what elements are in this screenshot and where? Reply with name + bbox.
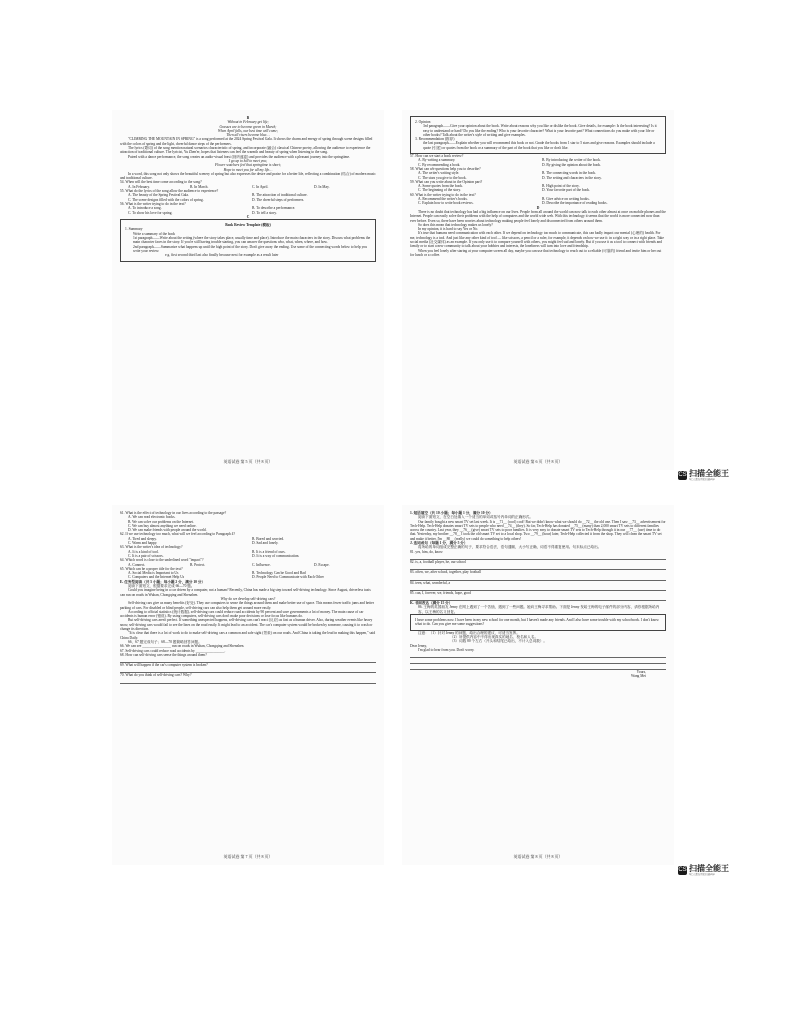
paragraph: It's true that humans need communication with each other. If we depend on technology too much to communicate, this can badly impact our mental (心理的) health. For me, technology is a tool. And just like any other kind of tool — like scissors, a pencil or a ruler, for example, it depends on how we use it: in a right way or in a right place. Take social media (社交媒体) as an example. If you only use it to compare yourself with others, you might feel sad and lonely. But if you use it as a tool to connect with friends and family or to start a new community to talk about your hobbies and interests, the loneliness will turn into love and friendship. <box>410 231 664 249</box>
options-56 <box>120 206 376 215</box>
letter-opening: I'm glad to hear from you. Don't worry. <box>418 647 475 652</box>
question-62: 62. If we use technology too much, what will we feel according to Paragraph 4? <box>120 532 235 537</box>
sentence-81: 81. yes, him, do, know <box>410 549 443 554</box>
summary-subheading: Write a summary of the book <box>133 231 176 236</box>
page-footer: 英语试卷 第 5 页（共 8 页） <box>223 458 273 464</box>
question-70: 70. What do you think of self-driving cars? Why? <box>120 673 192 678</box>
question-69: 69. What will happen if the car's computer system is broken? <box>120 663 208 668</box>
question-55: 55. What do the lyrics of the song allow the audience to experience? <box>120 189 219 194</box>
paragraph: Paired with a dance performance, the song creates an audio-visual feast (视听盛宴) and provides the audience with a pleasant journey into the springtime. <box>128 154 350 159</box>
question-59: 59. What can you write about in the Opinion part? <box>410 179 483 184</box>
template-title: Book Review Template (模板) <box>225 223 271 228</box>
poem-line: Without in February get life; <box>227 120 269 125</box>
writing-requirement: 注意：（1）针对 Jenny 的问题，给出合理的建议，可适当发挥。 <box>418 630 520 635</box>
exam-page-8 <box>402 505 674 865</box>
question-57: 57. How can we start a book review? <box>410 154 464 159</box>
cloze-passage: Our family bought a new smart TV set last week. It is __71__ (cool) cool! But we didn't know what we should do __72__ the old one. Then I saw __73__ advertisement for Tech-Help. Tech-Help donates smart TV sets to people who need __74__ (they). So far, Tech-Help has donated __75__ (many) than 2,000 smart TV sets to different families across the country. Last year, they __76__ (give) smart TV sets to poor families. It is very easy to donate smart TV sets to Tech-Help through it in our __77__ (use) time to do that. Yesterday, my brother __78__ I took the old smart TV set to a local shop. Two __79__ (hour) later, Tech-Help collected it from the shop. They will clean the smart TV set and make it better. I'm __80__ (really) we could do something to help others! <box>410 519 666 541</box>
option: B. Bored and worried. <box>252 536 285 541</box>
scanner-badge <box>678 470 729 481</box>
question-64: 64. Which word is close to the underlined word "impact"? <box>120 558 204 563</box>
option: D. The cheerful steps of performers. <box>252 197 305 202</box>
option: B. It is a friend of ours. <box>252 549 286 554</box>
options-58 <box>410 171 666 180</box>
paragraph: Self-driving cars give us many benefits (好处). They use computers to sense the things around them and make better use of space. This means fewer traffic jams and better parking of cars. For disabled or blind people, self-driving cars can also help them get around more easily. <box>120 601 374 610</box>
question-63: 63. What is the writer's idea of technology? <box>120 545 183 550</box>
section-k-heading: K. 书面表达（满分 15 分） <box>410 601 453 606</box>
sentence-85: 85. can, I, forever, we, friends, hope, good <box>410 590 471 595</box>
page-footer: 英语试卷 第 8 页（共 8 页） <box>513 853 563 859</box>
option: A. Connect. <box>128 562 146 567</box>
option: D. In May. <box>314 184 330 189</box>
option: C. Computers and the Internet Help Us <box>128 575 185 580</box>
options-59 <box>410 184 666 193</box>
option: B. The connecting words in the book. <box>542 171 597 176</box>
poem-line: Then all risers become blue… <box>226 133 270 138</box>
option: A. In February. <box>128 184 150 189</box>
page-footer: 英语试卷 第 7 页（共 8 页） <box>223 853 273 859</box>
options-60 <box>410 197 666 206</box>
option: D. By giving the opinion about the book. <box>542 162 601 167</box>
paragraph: In a word, this song not only shows the beautiful scenery of spring but also expresses the desire and praise for a better life, reflecting a combination (结合) of modern music and traditional culture. <box>120 171 376 181</box>
page-footer: 英语试卷 第 6 页（共 8 页） <box>513 458 563 464</box>
option: C. The stars you give to the book. <box>418 175 467 180</box>
writing-requirement: （2）所提供内容中不得出现真实的地名、校名和人名。 <box>450 634 539 639</box>
question-66: 66. We can see ________________ run on roads in Wuhan, Chongqing and Shenzhen. <box>120 644 245 649</box>
question-61: 61. What is the effect of technology in our lives according to the passage? <box>120 511 227 515</box>
options-63 <box>120 550 376 559</box>
poem-line: Hope to meet you for all my life… <box>223 167 273 172</box>
sentence-84: 84. teen, what, wonderful, a <box>410 580 451 585</box>
first-paragraph-guide: 1st paragraph——Write about the setting (where the story takes place, usually time and place). Introduce the main characters in the story. Discuss what problems the main character faces in the story. If you're still having trouble starting, you can answer the questions who, what, when, where, and how. <box>133 236 371 245</box>
poem-line: Flower watchers feel that springtime is short; <box>215 163 281 168</box>
option: A. Tired and sleepy. <box>128 536 157 541</box>
paragraph: So does this mean that technology makes us lonely? <box>418 222 493 227</box>
paragraph: According to official statistics (统计数据), self-driving cars could reduce road accidents by 90 percent and save governments a lot of money. The main cause of car accidents is human error (错误). By using computers, self-driving cars don't make poor decisions or lose focus like humans do. <box>120 609 364 619</box>
summary-heading: 1. Summary <box>125 227 143 232</box>
letter-signature: Wang Mei <box>631 674 646 679</box>
option: A. The beauty of the Spring Festival Gala. <box>128 193 189 198</box>
exam-page-5 <box>112 110 384 470</box>
option: D. People Need to Communicate with Each Other <box>252 575 324 580</box>
option: D. It is a way of communication. <box>252 553 300 558</box>
paragraph: But self-driving cars aren't perfect. If something unexpected happens, self-driving cars can't react (反应) as fast as a human driver. Also, during weather events like heavy snow, self-driving cars would fail to see the lines on the road easily. It might lead to an accident. The car's computer system would be broken by someone, causing it to crash or change its direction. <box>120 618 373 632</box>
section-k-instructions: 86. 王梅的英国朋友 Jenny 在网上遇到了一个苦恼，遇到了一些问题。她向王梅寻求帮助。下面是 Jenny 发给王梅的电子邮件的部分内容，请你根据所给内容，以王梅的名义回复。 <box>418 605 660 614</box>
option: B. The attraction of traditional culture. <box>252 193 308 198</box>
paragraph: "CLIMBING THE MOUNTAIN IN SPRING" is a song performed at the 2024 Spring Festival Gala. It shows the charm and energy of spring through scene designs filled with the colors of spring and the light, cheerful dance steps of the performers. <box>120 137 373 146</box>
scanner-badge <box>678 865 729 876</box>
option: B. Technology Can be Good and Bad <box>252 571 306 576</box>
option: B. Give advice on writing books. <box>542 197 590 202</box>
options-57 <box>410 158 666 167</box>
option: B. By introducing the writer of the book. <box>542 158 601 163</box>
second-paragraph-guide: 2nd paragraph——Summarize what happens up until the high point of the story. Don't give away the ending. Use some of the connecting words below to help you write your review. <box>133 244 367 253</box>
section-e-instructions: 阅读下面短文，根据要求完成 66—70 题。 <box>128 584 195 589</box>
section-i-heading: 1. 短语填空（共 10 小题；每小题 1 分，满分 10 分） <box>410 511 493 515</box>
badge-subtext: 3亿人都在用的扫描App <box>689 478 715 481</box>
option: C. The beginning of the story. <box>418 188 461 193</box>
options-62 <box>120 537 376 546</box>
sentence-82: 82. is, a, football player, he, our school <box>410 559 466 564</box>
option: A. Some quotes from the book. <box>418 184 464 189</box>
section-c-label: C <box>246 214 250 219</box>
option: D. The setting and characters in the story. <box>542 175 602 180</box>
option: A. Recommend the writer's books. <box>418 197 468 202</box>
section-d-label: D <box>536 205 540 210</box>
paragraph: Could you imagine being in a car driven by a computer, not a human? Recently, China has made a big step toward self-driving technology. Since August, driverless taxis can run on roads in Wuhan, Chongqing and Shenzhen. <box>120 588 371 597</box>
poem-line: Grasses are to become green in March; <box>219 124 277 129</box>
option: D. Describe the importance of reading books. <box>542 201 608 206</box>
section-j-instructions: 将所给的单词组成完整正确的句子，要求符合语法，语句通顺，大小写正确，词语不得重复使用。句末标点已给出。 <box>418 545 602 550</box>
poem-line: I go up to hill to meet you; <box>228 158 268 163</box>
option: D. Sad and lonely. <box>252 541 279 546</box>
question-54: 54. When will the best time come according to the song? <box>120 180 202 185</box>
section-b-label: B <box>246 116 250 120</box>
paragraph: The lyrics (歌词) of the song mention natural scenarios characteristic of spring, and incorporate (融合) classical Chinese poetry, allowing the audience to experience the attraction of traditional culture. The lyricist, Yu Zhen'er, hopes that listeners can feel the warmth and beauty of spring when listening to the song. <box>120 146 371 155</box>
options-55 <box>120 193 376 202</box>
options-61 <box>120 515 376 532</box>
option: A. By writing a summary. <box>418 158 456 163</box>
exam-page-6 <box>402 110 674 470</box>
options-65 <box>120 571 376 580</box>
option: C. Influence. <box>252 562 271 567</box>
book-review-template-box <box>120 219 376 261</box>
poem-line: When April falls, our best time will come; <box>217 128 279 133</box>
badge-subtext: 3亿人都在用的扫描App <box>689 873 715 876</box>
exam-page-7 <box>112 505 384 865</box>
opinion-heading: 2. Opinion <box>415 120 431 124</box>
paragraph: "It is clear that there is a lot of work to do to make self-driving cars a common and safe sight (景象) on our roads. And China is taking the lead in making this happen," said China Daily. <box>120 631 376 640</box>
paragraph: In my opinion, it is hard to say Yes or No. <box>418 227 479 232</box>
question-56: 56. What is the writer trying to do in the text? <box>120 201 186 206</box>
option: D. Escape. <box>314 562 330 567</box>
option: C. In April. <box>252 184 269 189</box>
task-instructions: 66、67 题完成句子；68—70 题简略回答问题。 <box>128 639 202 644</box>
option: B. We can solve our problems on the Internet. <box>128 519 194 524</box>
option: A. We can read electronic books. <box>128 515 176 520</box>
option: B. Protect. <box>190 562 206 567</box>
passage-subheading: Why do we develop self-driving cars? <box>220 596 276 601</box>
option: A. The writer's writing style. <box>418 171 460 176</box>
badge-text: 扫描全能王 <box>689 469 729 478</box>
email-quote-box: I have some problems now. I have been in my new school for one month, but I haven't made any friends. And I also have some trouble with my schoolwork. I don't know what to do. Can you give me some suggestions? <box>410 614 666 631</box>
question-65: 65. Which can be a proper title for the text? <box>120 566 183 571</box>
option: C. The scene designs filled with the colors of spring. <box>128 197 204 202</box>
connecting-words: e.g. first second third last also finally because next for example as a result later <box>165 253 279 258</box>
badge-text: 扫描全能王 <box>689 864 729 873</box>
third-paragraph-guide: 3rd paragraph——Give your opinion about the book. Write about reasons why you like or dislike the book. Give details, for example: Is the book interesting? Is it easy to understand or hard? Do you like the ending? Who is your favorite character? What is your favorite part? What connections do you make with your life or other books? Talk about the writer's style of writing and give examples. <box>423 124 657 137</box>
option: C. It is a pair of scissors. <box>128 553 164 558</box>
option: B. High point of the story. <box>542 184 580 189</box>
option: D. To tell a story. <box>252 210 277 215</box>
option: C. Explain how to write book reviews. <box>418 201 474 206</box>
answer-line[interactable] <box>120 678 376 684</box>
question-68: 68. How can self-driving cars sense the things around them? <box>120 652 207 657</box>
option: A. Social Media is Important to Us <box>128 571 179 576</box>
question-67: 67. Self-driving cars could reduce road accidents by ________________. <box>120 648 226 653</box>
option: C. By recommending a book. <box>418 162 461 167</box>
option: D. Your favorite part of the book. <box>542 188 591 193</box>
section-i-instructions: 阅读下面短文，在空白处填入一个适当的单词或括号内单词的正确形式。 <box>418 515 533 520</box>
paragraph: When you feel lonely after staring at your computer screen all day, maybe you can use that technology to reach out to a reliable (可靠的) friend and invite him or her out for lunch or a coffee. <box>410 248 662 257</box>
option: C. To show his love for spring. <box>128 210 173 215</box>
option: C. Warm and happy. <box>128 541 158 546</box>
cs-logo-icon: CS <box>678 472 687 478</box>
letter-closing: Yours, <box>636 670 646 675</box>
option: D. We can make friends with people around the world. <box>128 528 207 533</box>
last-paragraph-guide: the last paragraph——Explain whether you will recommend this book or not. Grade the books from 1 star to 5 stars and give reasons. Examples should include a quote (引述) or quotes from the book or a summary of the part of the book that you like or don't like. <box>423 141 655 150</box>
question-60: 60. What is the writer trying to do in the text? <box>410 192 476 197</box>
sentence-83: 83. often, we, after school, together, play football <box>410 570 481 575</box>
letter-greeting: Dear Jenny, <box>410 643 427 648</box>
section-j-heading: J. 连词成句（每题 1 分，满分 5 分） <box>410 541 468 546</box>
option: A. It is a kind of tool. <box>128 549 159 554</box>
option: A. To introduce a song. <box>128 206 162 211</box>
cs-logo-icon: CS <box>678 867 687 873</box>
option: B. To describe a performance. <box>252 206 296 211</box>
section-e-heading: E. 任务型阅读（共 5 小题；每小题 2 分，满分 10 分） <box>120 579 206 584</box>
question-58: 58. What can wh-questions help you to describe? <box>410 166 481 171</box>
option: B. In March. <box>190 184 209 189</box>
writing-requirement: （3）词数 80 个左右（开头和结尾已给出，不计入总词数）。 <box>450 639 548 644</box>
recommendation-heading: 3. Recommendation (推荐) <box>415 137 455 142</box>
paragraph: There is no doubt that technology has had a big influence on our lives. People from all around the world can now talk to each other almost at once on mobile phones and the Internet. People can easily solve their problems with the help of computers and the world wide web. With this technology it seems that the world is more connected now than ever before. Even so, there have been worries about technology making people feel lonely and disconnected from others around them. <box>410 209 666 223</box>
option: C. We can buy almost anything we need online. <box>128 523 197 528</box>
book-review-template-box-continued <box>410 116 666 154</box>
